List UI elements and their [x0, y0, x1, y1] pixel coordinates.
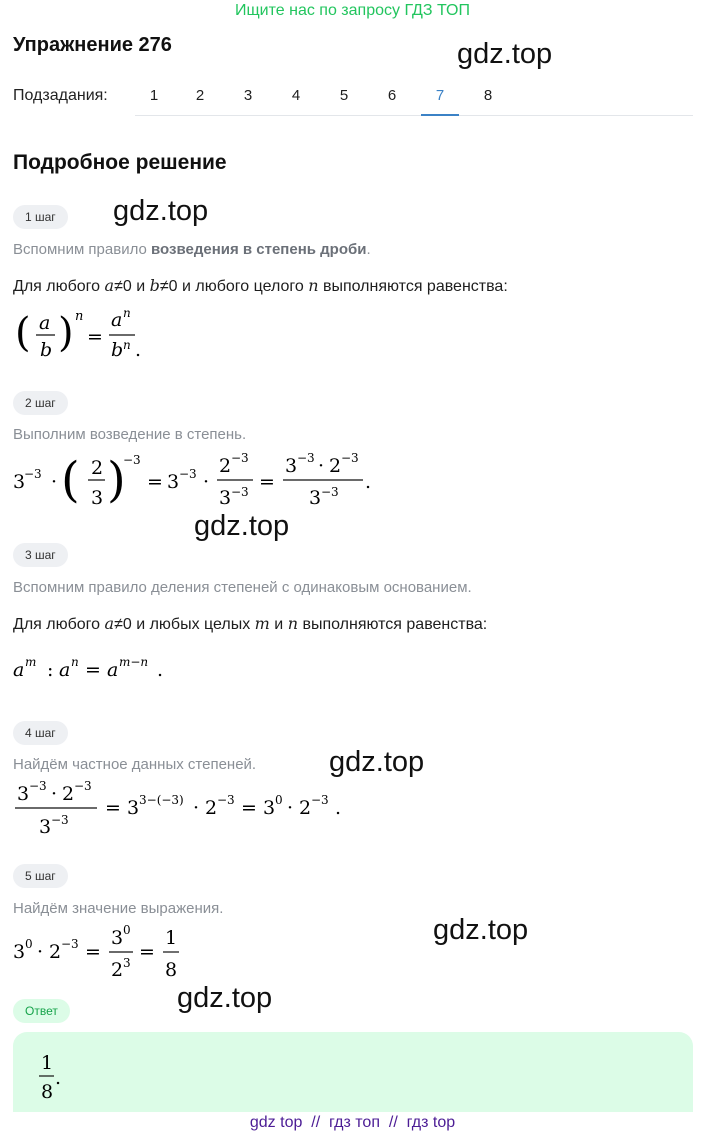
svg-text:−3: −3 [321, 485, 339, 499]
formula-division-of-powers [13, 650, 183, 684]
step-badge: 2 шаг [13, 391, 68, 415]
svg-text:3: 3 [13, 941, 26, 963]
watermark: gdz.top [194, 510, 290, 542]
svg-text:·: · [37, 941, 44, 963]
svg-text:=: = [105, 797, 121, 819]
svg-text:3: 3 [263, 797, 276, 819]
svg-text:=: = [241, 797, 257, 819]
svg-text:m−n: m−n [119, 655, 149, 669]
answer-badge: Ответ [13, 999, 70, 1023]
svg-text:·: · [287, 797, 294, 819]
svg-text:·: · [318, 455, 325, 477]
svg-text:·: · [203, 471, 210, 493]
step-hint: Выполним возведение в степень. [13, 426, 247, 443]
svg-text:n: n [75, 309, 84, 324]
svg-text:−3: −3 [231, 451, 249, 465]
svg-text:·: · [193, 797, 200, 819]
step-badge: 5 шаг [13, 864, 68, 888]
step-hint: Вспомним правило возведения в степень дроби. [13, 241, 371, 258]
subtask-tab-3[interactable]: 3 [243, 87, 253, 104]
subtask-tab-1[interactable]: 1 [149, 87, 159, 104]
svg-text:): ) [107, 452, 126, 508]
svg-text:2: 2 [91, 457, 104, 479]
svg-text:(: ( [61, 452, 80, 508]
svg-text:=: = [87, 326, 103, 348]
svg-text:.: . [335, 797, 342, 819]
svg-text:2: 2 [62, 783, 75, 805]
svg-text:3: 3 [17, 783, 30, 805]
svg-text:3: 3 [39, 816, 52, 838]
formula-step-2 [13, 448, 373, 518]
svg-text:8: 8 [41, 1081, 54, 1102]
step-text: Для любого a≠0 и b≠0 и любого целого n выполняются равенства: [13, 276, 508, 295]
formula-step-5 [13, 922, 213, 984]
svg-text:2: 2 [49, 941, 62, 963]
svg-text:8: 8 [165, 959, 178, 981]
subtask-tab-6[interactable]: 6 [387, 87, 397, 104]
subtask-tab-8[interactable]: 8 [483, 87, 493, 104]
svg-text:3: 3 [111, 927, 124, 949]
footer-links: gdz top // гдз топ // гдз top [249, 1114, 456, 1131]
svg-text:3: 3 [219, 487, 232, 509]
svg-text:−3: −3 [217, 793, 235, 807]
svg-text:0: 0 [123, 923, 131, 937]
step-badge: 3 шаг [13, 543, 68, 567]
svg-text:·: · [51, 471, 58, 493]
svg-text:3−(−3): 3−(−3) [139, 793, 184, 807]
svg-text:n: n [123, 306, 131, 320]
svg-text:−3: −3 [61, 937, 79, 951]
svg-text:·: · [51, 783, 58, 805]
step-text: Для любого a≠0 и любых целых m и n выполняются равенства: [13, 614, 488, 633]
step-hint: Найдём частное данных степеней. [13, 756, 257, 773]
svg-text:=: = [85, 941, 101, 963]
svg-text:−3: −3 [179, 467, 197, 481]
svg-text:−3: −3 [297, 451, 315, 465]
svg-text:1: 1 [165, 927, 178, 949]
step-badge: 4 шаг [13, 721, 68, 745]
formula-power-of-fraction [13, 304, 153, 364]
formula-step-4 [13, 778, 363, 840]
svg-text:2: 2 [219, 455, 232, 477]
svg-text:3: 3 [123, 956, 131, 970]
svg-text:1: 1 [41, 1052, 54, 1074]
svg-text:.: . [55, 1067, 62, 1089]
svg-text:−3: −3 [24, 467, 42, 481]
svg-text:.: . [135, 339, 142, 361]
svg-text:): ) [58, 310, 74, 356]
svg-text:.: . [365, 471, 372, 493]
step-hint: Найдём значение выражения. [13, 900, 224, 917]
subtask-tab-4[interactable]: 4 [291, 87, 301, 104]
subtask-tab-7[interactable]: 7 [421, 80, 459, 116]
watermark: gdz.top [433, 914, 529, 946]
subtasks-label: Подзадания: [13, 87, 108, 104]
svg-text:−3: −3 [29, 779, 47, 793]
svg-text:m: m [25, 655, 37, 669]
svg-text:.: . [157, 659, 164, 681]
svg-text:−3: −3 [74, 779, 92, 793]
page-title: Упражнение 276 [13, 34, 172, 56]
svg-text:a: a [13, 659, 25, 681]
svg-text:3: 3 [167, 471, 180, 493]
svg-text:n: n [71, 655, 79, 669]
step-badge: 1 шаг [13, 205, 68, 229]
svg-text:=: = [139, 941, 155, 963]
svg-text:−3: −3 [231, 485, 249, 499]
svg-text:a: a [59, 659, 71, 681]
watermark: gdz.top [177, 982, 273, 1014]
subtask-tabs [135, 80, 693, 116]
svg-text:a: a [107, 659, 119, 681]
svg-text:2: 2 [329, 455, 342, 477]
svg-text:=: = [147, 471, 163, 493]
svg-text:3: 3 [309, 487, 322, 509]
watermark: gdz.top [113, 195, 209, 227]
step-hint: Вспомним правило деления степеней с одинаковым основанием. [13, 579, 472, 596]
svg-text:0: 0 [25, 937, 33, 951]
watermark: gdz.top [457, 38, 553, 70]
svg-text:−3: −3 [51, 813, 69, 827]
svg-text:2: 2 [205, 797, 218, 819]
subtask-tab-2[interactable]: 2 [195, 87, 205, 104]
svg-text:3: 3 [127, 797, 140, 819]
svg-text:=: = [85, 659, 101, 681]
svg-text:3: 3 [13, 471, 26, 493]
svg-text:a: a [39, 312, 51, 334]
section-title: Подробное решение [13, 151, 227, 174]
svg-text::: : [47, 659, 54, 681]
svg-text:2: 2 [111, 959, 124, 981]
svg-text:b: b [111, 339, 124, 361]
svg-text:(: ( [15, 310, 31, 356]
svg-text:a: a [111, 309, 123, 331]
hint-bold: возведения в степень дроби [151, 241, 367, 258]
top-banner: Ищите нас по запросу ГДЗ ТОП [235, 2, 470, 19]
svg-text:2: 2 [299, 797, 312, 819]
svg-text:0: 0 [275, 793, 283, 807]
svg-text:=: = [259, 471, 275, 493]
watermark: gdz.top [329, 746, 425, 778]
svg-text:3: 3 [285, 455, 298, 477]
svg-text:b: b [40, 339, 53, 361]
answer-box [13, 1032, 693, 1112]
svg-text:3: 3 [91, 487, 104, 509]
svg-text:−3: −3 [341, 451, 359, 465]
subtask-tab-5[interactable]: 5 [339, 87, 349, 104]
answer-formula [37, 1050, 77, 1102]
svg-text:n: n [123, 338, 131, 352]
svg-text:−3: −3 [123, 453, 141, 467]
svg-text:−3: −3 [311, 793, 329, 807]
